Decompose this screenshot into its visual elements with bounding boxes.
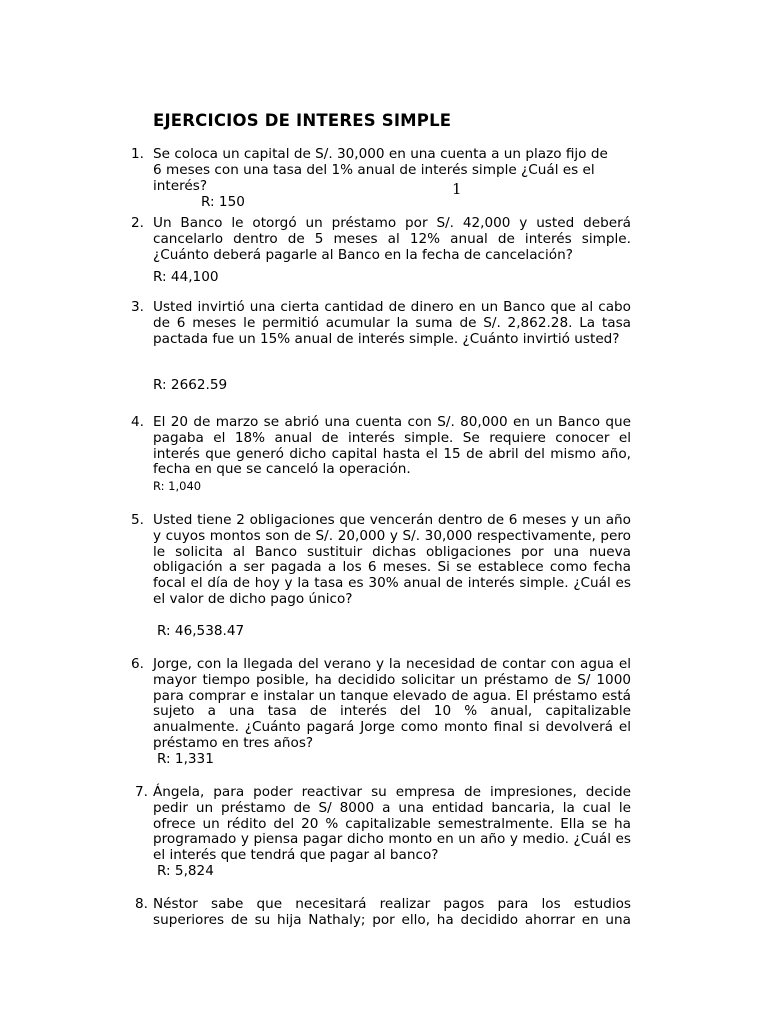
exercise-number: 7.	[135, 784, 148, 800]
exercise-number: 2.	[131, 215, 144, 231]
exercise-item-7	[135, 784, 631, 864]
exercise-answer-7: R: 5,824	[157, 863, 214, 879]
exercise-item-8	[135, 896, 631, 929]
exercise-number: 6.	[131, 656, 144, 672]
exercise-number: 8.	[135, 896, 148, 912]
exercise-number: 1.	[131, 146, 144, 162]
exercise-answer-4: R: 1,040	[153, 479, 202, 493]
exercise-item-3	[131, 299, 631, 347]
exercise-text: Se coloca un capital de S/. 30,000 en una cuenta a un plazo fijo de 6 meses con una tasa del 1% anual de interés simple ¿Cuál es el interés?	[153, 146, 608, 194]
exercise-text: Usted tiene 2 obligaciones que vencerán dentro de 6 meses y un año y cuyos montos son de S/. 20,000 y S/. 30,000 respectivamente, pero le solicita al Banco sustituir dichas obligaciones por una nueva obligación a ser pagada a los 6 meses. Si se establece como fecha focal el día de hoy y la tasa es 30% anual de interés simple. ¿Cuál es el valor de dicho pago único?	[153, 512, 631, 607]
exercise-item-2	[131, 215, 631, 263]
exercise-answer-1: R: 150	[201, 194, 245, 210]
exercise-item-5	[131, 512, 631, 608]
exercise-text: Néstor sabe que necesitará realizar pagos para los estudios superiores de su hija Nathaly; por ello, ha decidido ahorrar en una	[153, 896, 631, 928]
exercise-answer-6: R: 1,331	[157, 751, 214, 767]
exercise-answer-5: R: 46,538.47	[157, 623, 245, 639]
document-title: EJERCICIOS DE INTERES SIMPLE	[153, 111, 452, 130]
exercise-text: Usted invirtió una cierta cantidad de dinero en un Banco que al cabo de 6 meses le permitió acumular la suma de S/. 2,862.28. La tasa pactada fue un 15% anual de interés simple. ¿Cuánto invirtió usted?	[153, 299, 631, 347]
exercise-number: 3.	[131, 299, 144, 315]
exercise-answer-3: R: 2662.59	[153, 377, 228, 393]
exercise-text: Jorge, con la llegada del verano y la necesidad de contar con agua el mayor tiempo posible, ha decidido solicitar un préstamo de S/ 1000 para comprar e instalar un tanque elevado de agua. El préstamo está sujeto a una tasa de interés del 10 % anual, capitalizable anualmente. ¿Cuánto pagará Jorge como monto final si devolverá el préstamo en tres años?	[153, 656, 631, 751]
exercise-answer-2: R: 44,100	[153, 269, 219, 285]
exercise-number: 4.	[131, 414, 144, 430]
page-number: 1	[452, 180, 462, 198]
exercise-text: El 20 de marzo se abrió una cuenta con S/. 80,000 en un Banco que pagaba el 18% anual de interés simple. Se requiere conocer el interés que generó dicho capital hasta el 15 de abril del mismo año, fecha en que se canceló la operación.	[153, 414, 631, 478]
exercise-item-4	[131, 414, 631, 478]
exercise-item-1	[131, 146, 631, 194]
exercise-number: 5.	[131, 512, 144, 528]
exercise-item-6	[131, 656, 631, 752]
exercise-text: Un Banco le otorgó un préstamo por S/. 42,000 y usted deberá cancelarlo dentro de 5 meses al 12% anual de interés simple. ¿Cuánto deberá pagarle al Banco en la fecha de cancelación?	[153, 215, 631, 263]
exercise-text: Ángela, para poder reactivar su empresa de impresiones, decide pedir un préstamo de S/ 8000 a una entidad bancaria, la cual le ofrece un rédito del 20 % capitalizable semestralmente. Ella se ha programado y piensa pagar dicho monto en un año y medio. ¿Cuál es el interés que tendrá que pagar al banco?	[153, 784, 631, 864]
